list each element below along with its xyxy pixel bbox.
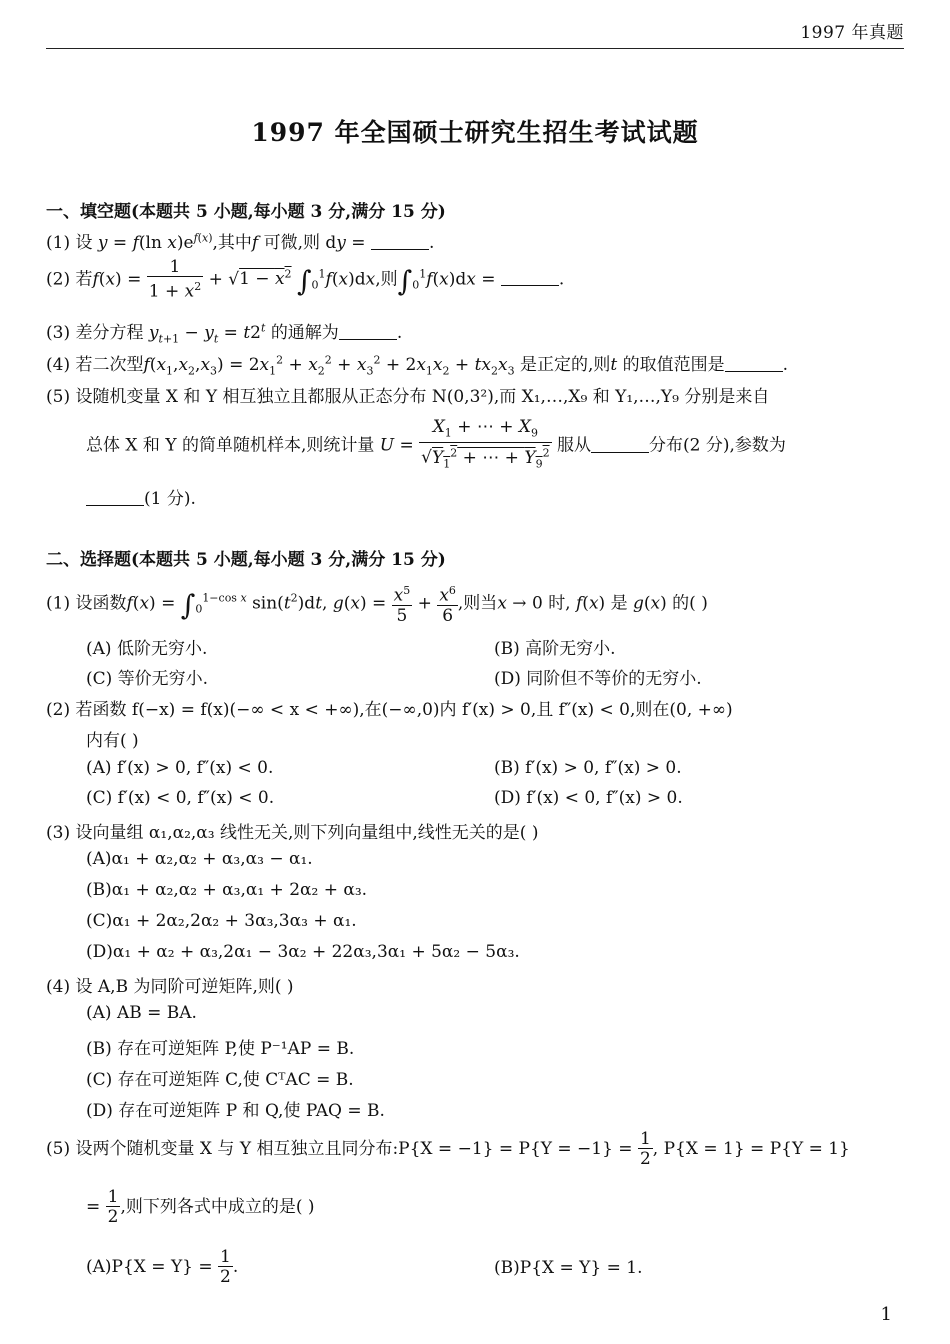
s2-q4-text: 设 A,B 为同阶可逆矩阵,则( ): [75, 977, 294, 997]
s2-q5-line2: = $\frac{1}{2}$ ,则下列各式中成立的是( ): [86, 1187, 315, 1227]
s2-q1: (1) 设函数$f(x) = \int_0^{1-cos x}$ $\sin(t^2)dt$, g(x) = $\frac{x^5}{5}$ + $\frac{x^6}{6}$ ,则当x → 0 时, f(x) 是 g(x) 的( ): [46, 584, 708, 626]
answer-blank: [591, 436, 649, 453]
s1-q5-line2a: 总体 X 和 Y 的简单随机样本,则统计量: [86, 435, 375, 456]
s1-q5-line1-text: 设随机变量 X 和 Y 相互独立且都服从正态分布 N(0,3²),而 X₁,…,X₉ 和 Y₁,…,Y₉ 分别是来自: [75, 387, 770, 407]
s2-q3-option-d: (D)α₁ + α₂ + α₃,2α₁ − 3α₂ + 22α₃,3α₁ + 5α₂ − 5α₃.: [86, 942, 520, 962]
s2-q4-option-b: (B) 存在可逆矩阵 P,使 P⁻¹AP = B.: [86, 1039, 355, 1059]
s2-q1-option-d: (D) 同阶但不等价的无穷小.: [494, 669, 702, 689]
section2-heading: 二、选择题(本题共 5 小题,每小题 3 分,满分 15 分): [46, 550, 446, 570]
s2-q5-line1: (5) 设两个随机变量 X 与 Y 相互独立且同分布:P{X = −1} = P{Y = −1} = $\frac{1}{2}$ , P{X = 1} = P{Y = 1}: [46, 1129, 850, 1169]
s2-q2-option-c: (C) f′(x) < 0, f″(x) < 0.: [86, 788, 275, 808]
s2-q4-option-c: (C) 存在可逆矩阵 C,使 CᵀAC = B.: [86, 1070, 354, 1090]
s2-q2-option-b: (B) f′(x) > 0, f″(x) > 0.: [494, 758, 682, 778]
s1-q2-text-a: 若: [75, 269, 93, 290]
answer-blank: [371, 233, 429, 250]
s1-q1-text-a: 设: [75, 233, 93, 253]
answer-blank: [86, 489, 144, 506]
s1-q2: (2) 若f(x) = $\frac{1}{1 + x^2}$ + $√1 - x^2$ $\int_0^1f(x)dx$,则$\int_0^1f(x)dx$ = .: [46, 257, 565, 302]
s1-q3-text-a: 差分方程: [75, 323, 144, 343]
s1-q4: (4) 若二次型$f(x_1,x_2,x_3) = 2x_1^2 + x_2^2 + x_3^2 + 2x_1x_2 + tx_2x_3$ 是正定的,则t 的取值范围是 .: [46, 353, 789, 378]
s2-q5-label: (5): [46, 1139, 71, 1159]
s2-q4: [46, 972, 294, 997]
s2-q1-text-e: 的( ): [672, 593, 708, 614]
header-rule: [46, 48, 904, 49]
s1-q1-text-d: =: [345, 233, 371, 253]
s2-q5-text-a: 设两个随机变量 X 与 Y 相互独立且同分布:P{X = −1} = P{Y = −1} =: [75, 1139, 633, 1159]
s1-q5-line3: [86, 484, 196, 509]
s2-q1-text-d: 是: [610, 593, 628, 614]
s2-q3-option-a: (A)α₁ + α₂,α₂ + α₃,α₃ − α₁.: [86, 849, 313, 869]
s1-q1-label: (1): [46, 233, 71, 253]
s2-q4-option-d: (D) 存在可逆矩阵 P 和 Q,使 PAQ = B.: [86, 1101, 385, 1121]
s1-q3-text-b: 的通解为: [270, 323, 339, 343]
s2-q5-text-b: , P{X = 1} = P{Y = 1}: [652, 1139, 850, 1159]
answer-blank: [339, 323, 397, 340]
answer-blank: [725, 355, 783, 372]
s2-q5-text-c: ,则下列各式中成立的是( ): [120, 1197, 315, 1217]
s1-q5-label: (5): [46, 387, 71, 407]
s1-q1-text-c: 可微,则 d: [263, 233, 337, 253]
s2-q2-line1: [46, 695, 733, 720]
s2-q2-option-d: (D) f′(x) < 0, f″(x) > 0.: [494, 788, 683, 808]
running-header: 1997 年真题: [800, 23, 904, 43]
s2-q3-option-c: (C)α₁ + 2α₂,2α₂ + 3α₃,3α₃ + α₁.: [86, 911, 357, 931]
page-number: 1: [880, 1304, 892, 1325]
s1-q2-text-c: =: [475, 269, 501, 290]
s2-q5-option-a-text: (A)P{X = Y} =: [86, 1257, 213, 1277]
s2-q3-option-b: (B)α₁ + α₂,α₂ + α₃,α₁ + 2α₂ + α₃.: [86, 880, 368, 900]
s1-q5-line2b: 服从: [556, 435, 591, 456]
s1-q5-line2c: 分布(2 分),参数为: [648, 435, 786, 456]
answer-blank: [501, 269, 559, 286]
s2-q1-option-b: (B) 高阶无穷小.: [494, 639, 616, 659]
s2-q4-label: (4): [46, 977, 71, 997]
s1-q2-text-b: ,则: [375, 269, 398, 290]
s1-q5-line2: 总体 X 和 Y 的简单随机样本,则统计量 U = $\frac{X_1 + \cdots + X_9}{√Y_1^2 + \cdots + Y_9^2}$ 服从 分布(2 分),参数为: [86, 417, 786, 471]
s2-q1-text-a: 设函数: [75, 593, 127, 614]
s2-q5-option-a: (A)P{X = Y} = $\frac{1}{2}$ .: [86, 1247, 239, 1287]
s1-q4-text-c: 的取值范围是: [622, 355, 725, 375]
s1-q5-line3-text: (1 分).: [144, 489, 196, 509]
s1-q4-label: (4): [46, 355, 71, 375]
s2-q2-line1-text: 若函数 f(−x) = f(x)(−∞ < x < +∞),在(−∞,0)内 f′(x) > 0,且 f″(x) < 0,则在(0, +∞): [75, 700, 733, 720]
s2-q1-option-c: (C) 等价无穷小.: [86, 669, 209, 689]
s2-q1-option-a: (A) 低阶无穷小.: [86, 639, 208, 659]
s2-q2-option-a: (A) f′(x) > 0, f″(x) < 0.: [86, 758, 274, 778]
s2-q2-line2: 内有( ): [86, 731, 139, 751]
s2-q3: [46, 818, 538, 843]
s1-q4-text-b: 是正定的,则: [519, 355, 611, 375]
s2-q2-label: (2): [46, 700, 71, 720]
s1-q4-text-a: 若二次型: [75, 355, 144, 375]
s1-q3: (3) 差分方程 $y_{t+1} - y_t = t2^t$ 的通解为 .: [46, 321, 403, 346]
s1-q1: (1) 设 y = f(ln $x)e^{f(x)}$,其中f 可微,则 dy = .: [46, 231, 435, 253]
s2-q3-text: 设向量组 α₁,α₂,α₃ 线性无关,则下列向量组中,线性无关的是( ): [75, 823, 539, 843]
s1-q3-label: (3): [46, 323, 71, 343]
s2-q1-text-c: 时,: [548, 593, 571, 614]
s1-q1-text-b: ,其中: [212, 233, 252, 253]
s2-q4-option-a: (A) AB = BA.: [86, 1003, 197, 1023]
s1-q2-label: (2): [46, 269, 71, 290]
section1-heading: 一、填空题(本题共 5 小题,每小题 3 分,满分 15 分): [46, 202, 446, 222]
s1-q5-line1: [46, 382, 769, 407]
s2-q3-label: (3): [46, 823, 71, 843]
s2-q1-text-b: ,则当: [457, 593, 498, 614]
s2-q5-option-b: (B)P{X = Y} = 1.: [494, 1258, 643, 1278]
s2-q1-label: (1): [46, 593, 71, 614]
page-title: 1997 年全国硕士研究生招生考试试题: [251, 118, 699, 147]
